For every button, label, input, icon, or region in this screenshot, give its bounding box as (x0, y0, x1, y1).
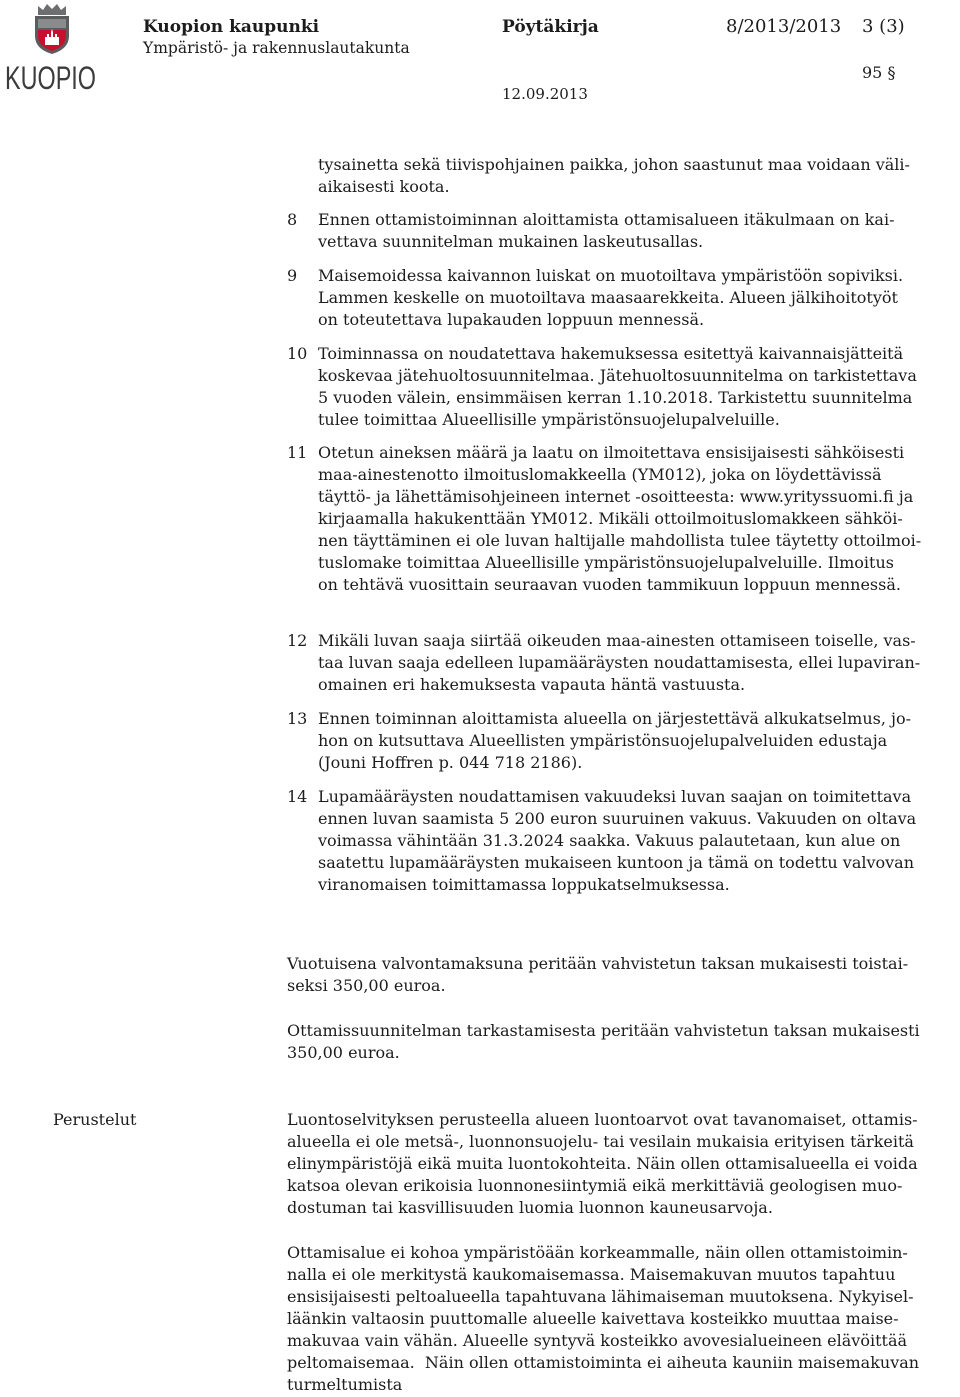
text-line: Mikäli luvan saaja siirtää oikeuden maa-ainesten ottamiseen toiselle, vas- (318, 631, 916, 650)
paragraph (318, 265, 903, 331)
text-line: hon on kutsuttava Alueellisten ympäristönsuojelupalveluiden edustaja (318, 731, 888, 750)
text-line: saatettu lupamääräysten mukaiseen kuntoon ja tämä on todettu valvovan (318, 853, 915, 872)
text-line: Vuotuisena valvontamaksuna peritään vahvistetun taksan mukaisesti toistai- (287, 954, 909, 973)
page-number: 3 (3) (862, 16, 905, 37)
text-line: Toiminnassa on noudatettava hakemuksessa esitettyä kaivannaisjätteitä (318, 344, 904, 363)
text-line: 350,00 euroa. (287, 1043, 400, 1062)
text-line: dostuman tai kasvillisuuden luomia luonnon kauneusarvoja. (287, 1198, 773, 1217)
paragraph (287, 1020, 920, 1064)
condition-item (287, 630, 920, 696)
text-line: turmeltumista (287, 1375, 403, 1394)
text-line: kirjaamalla hakukenttään YM012. Mikäli ottoilmoituslomakkeen sähköi- (318, 509, 903, 528)
text-line: alueella ei ole metsä-, luonnonsuojelu- tai vesilain mukaisia erityisen tärkeitä (287, 1132, 914, 1151)
text-line: Lupamääräysten noudattamisen vakuudeksi luvan saajan on toimitettava (318, 787, 912, 806)
document-number: 8/2013/2013 (726, 16, 842, 37)
rationale-paragraph (287, 1242, 919, 1396)
text-line: tulee toimittaa Alueellisille ympäristönsuojelupalveluille. (318, 410, 780, 429)
text-line: elinympäristöjä eikä muita luontokohteita. Näin ollen ottamisalueella ei voida (287, 1154, 918, 1173)
item-number: 11 (287, 443, 308, 462)
paragraph (318, 154, 910, 198)
text-line: ennen luvan saamista 5 200 euron suuruinen vakuus. Vakuuden on oltava (318, 809, 917, 828)
text-line: Ennen ottamistoiminnan aloittamista ottamisalueen itäkulmaan on kai- (318, 210, 895, 229)
item-number: 14 (287, 787, 308, 806)
condition-item (287, 209, 895, 253)
logo-wordmark: KUOPIO (5, 60, 96, 96)
meeting-date: 12.09.2013 (502, 85, 588, 103)
condition-item (287, 343, 917, 431)
paragraph (318, 708, 911, 774)
paragraph (318, 442, 921, 596)
text-line: on tehtävä vuosittain seuraavan vuoden tammikuun loppuun mennessä. (318, 575, 901, 594)
text-line: Lammen keskelle on muotoiltava maasaarekkeita. Alueen jälkihoitotyöt (318, 288, 898, 307)
condition-continuation (287, 154, 910, 198)
text-line: viranomaisen toimittamassa loppukatselmuksessa. (318, 875, 730, 894)
text-line: (Jouni Hoffren p. 044 718 2186). (318, 753, 583, 772)
text-line: makuvaa vain vähän. Alueelle syntyvä kosteikko avovesialueineen elävöittää (287, 1331, 908, 1350)
section-label-perustelut: Perustelut (53, 1110, 137, 1129)
item-number: 13 (287, 709, 308, 728)
text-line: aikaisesti koota. (318, 177, 450, 196)
text-line: on toteutettava lupakauden loppuun mennessä. (318, 310, 705, 329)
document-type: Pöytäkirja (502, 17, 599, 37)
rationale-paragraph (287, 1109, 918, 1219)
text-line: koskevaa jätehuoltosuunnitelmaa. Jätehuoltosuunnitelma on tarkistettava (318, 366, 917, 385)
item-number: 12 (287, 631, 308, 650)
text-line: täyttö- ja lähettämisohjeineen internet -osoitteesta: www.yrityssuomi.fi ja (318, 487, 914, 506)
text-line: katsoa olevan erikoisia luonnonesiintymiä eikä merkittäviä geologisen muo- (287, 1176, 903, 1195)
text-line: maa-ainestenotto ilmoituslomakkeella (YM012), joka on löydettävissä (318, 465, 882, 484)
paragraph (287, 953, 908, 997)
condition-item (287, 265, 903, 331)
text-line: tysainetta sekä tiivispohjainen paikka, johon saastunut maa voidaan väli- (318, 155, 910, 174)
text-line: Ottamissuunnitelman tarkastamisesta peritään vahvistetun taksan mukaisesti (287, 1021, 920, 1040)
paragraph (287, 1109, 918, 1219)
text-line: vettava suunnitelman mukainen laskeutusallas. (318, 232, 704, 251)
text-line: Otetun aineksen määrä ja laatu on ilmoitettava ensisijaisesti sähköisesti (318, 443, 905, 462)
text-line: tuslomake toimittaa Alueellisille ympäristönsuojelupalveluille. Ilmoitus (318, 553, 894, 572)
text-line: 5 vuoden välein, ensimmäisen kerran 1.10.2018. Tarkistettu suunnitelma (318, 388, 913, 407)
organization-name: Kuopion kaupunki (143, 17, 320, 37)
text-line: voimassa vähintään 31.3.2024 saakka. Vakuus palautetaan, kun alue on (318, 831, 901, 850)
section-number: 95 § (862, 63, 896, 82)
condition-item (287, 442, 921, 596)
item-number: 8 (287, 210, 298, 229)
text-line: omainen eri hakemuksesta vapauta häntä vastuusta. (318, 675, 746, 694)
paragraph (318, 786, 916, 896)
item-number: 9 (287, 266, 298, 285)
city-logo (0, 0, 100, 96)
text-line: Ottamisalue ei kohoa ympäristöään korkeammalle, näin ollen ottamistoimin- (287, 1243, 908, 1262)
item-number: 10 (287, 344, 308, 363)
text-line: taa luvan saaja edelleen lupamääräysten noudattamisesta, ellei lupaviran- (318, 653, 921, 672)
committee-name: Ympäristö- ja rakennuslautakunta (143, 39, 410, 57)
text-line: Luontoselvityksen perusteella alueen luontoarvot ovat tavanomaiset, ottamis- (287, 1110, 918, 1129)
text-line: Ennen toiminnan aloittamista alueella on järjestettävä alkukatselmus, jo- (318, 709, 912, 728)
paragraph (287, 1242, 919, 1396)
fee-paragraph (287, 1020, 920, 1064)
text-line: läänkin valtaosin puuttomalle alueelle kaivettava kosteikko muuttaa maise- (287, 1309, 899, 1328)
text-line: nen täyttäminen ei ole luvan haltijalle mahdollista tulee täytetty ottoilmoi- (318, 531, 922, 550)
kuopio-coat-of-arms (35, 4, 69, 54)
condition-item (287, 786, 916, 896)
condition-item (287, 708, 911, 774)
paragraph (318, 209, 895, 253)
text-line: nalla ei ole merkitystä kaukomaisemassa. Maisemakuvan muutos tapahtuu (287, 1265, 896, 1284)
text-line: peltomaisemaa. Näin ollen ottamistoiminta ei aiheuta kauniin maisemakuvan (287, 1353, 920, 1372)
text-line: Maisemoidessa kaivannon luiskat on muotoiltava ympäristöön sopiviksi. (318, 266, 904, 285)
paragraph (318, 630, 920, 696)
text-line: seksi 350,00 euroa. (287, 976, 446, 995)
paragraph (318, 343, 917, 431)
text-line: ensisijaisesti peltoalueella tapahtuvana lähimaiseman muutoksena. Nykyisel- (287, 1287, 914, 1306)
fee-paragraph (287, 953, 908, 997)
